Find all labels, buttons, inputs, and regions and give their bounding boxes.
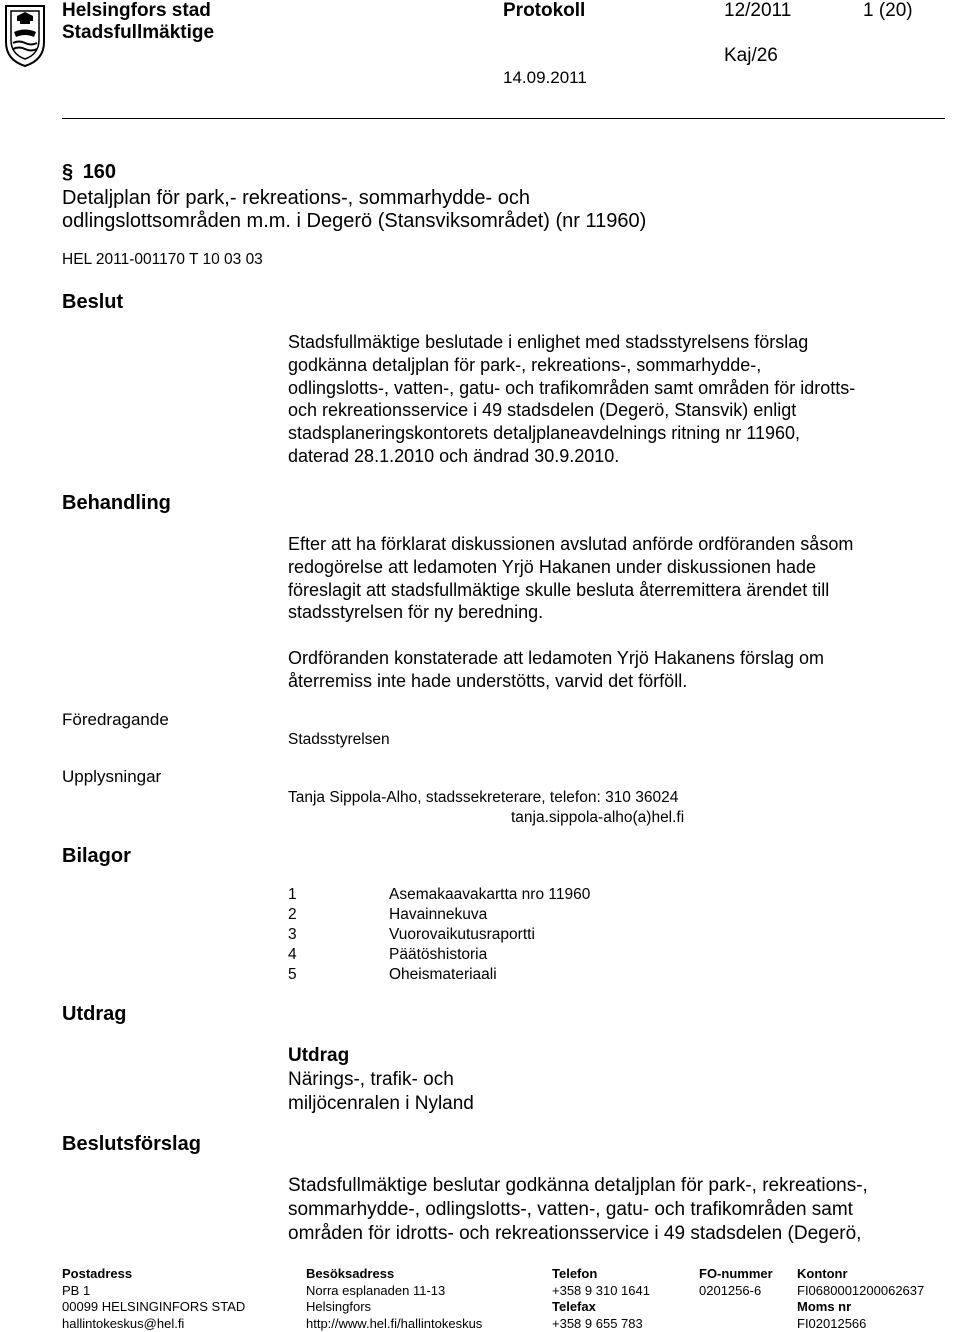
attachment-label: Asemakaavakartta nro 11960 <box>389 886 591 903</box>
attachment-number: 1 <box>288 886 297 903</box>
list-item <box>288 906 688 926</box>
label-utdrag: Utdrag <box>62 1003 127 1025</box>
text-line: Efter att ha förklarat diskussionen avslutad anförde ordföranden såsom <box>288 534 854 554</box>
doc-type: Protokoll <box>503 0 586 21</box>
beslutsforslag-text <box>288 1174 948 1246</box>
label-beslutsforslag: Beslutsförslag <box>62 1133 201 1155</box>
footer-line: 0201256-6 <box>699 1282 762 1298</box>
contact-email: tanja.sippola-alho(a)hel.fi <box>511 809 685 826</box>
behandling-paragraph-1 <box>288 533 938 624</box>
text-line: föreslagit att stadsfullmäktige skulle besluta återremittera ärendet till <box>288 579 830 600</box>
helsinki-crest-logo <box>3 2 47 68</box>
label-foredragande: Föredragande <box>62 710 169 729</box>
attachments-list <box>288 886 688 986</box>
text-line: redogörelse att ledamoten Yrjö Hakanen under diskussionen hade <box>288 556 817 577</box>
label-bilagor: Bilagor <box>62 845 131 867</box>
item-number: 160 <box>82 161 117 183</box>
list-item <box>288 886 688 906</box>
text-line: återremiss inte hade understötts, varvid det förföll. <box>288 670 688 691</box>
footer-heading: FO-nummer <box>699 1266 773 1281</box>
attachment-label: Päätöshistoria <box>389 946 488 963</box>
item-title-line: odlingslottsområden m.m. i Degerö (Stansviksområdet) (nr 11960) <box>62 210 647 232</box>
utdrag-recipient-line: Närings-, trafik- och <box>288 1069 454 1090</box>
label-behandling: Behandling <box>62 492 171 514</box>
list-item <box>288 926 688 946</box>
section-sign: § <box>62 161 74 183</box>
item-reference: HEL 2011-001170 T 10 03 03 <box>62 251 263 268</box>
page-number: 1 (20) <box>863 0 913 21</box>
attachment-number: 3 <box>288 926 297 943</box>
utdrag-recipient-line: miljöcenralen i Nyland <box>288 1093 474 1114</box>
protocol-number: 12/2011 <box>724 0 792 21</box>
footer-postal <box>62 1266 245 1332</box>
attachment-number: 2 <box>288 906 297 923</box>
meeting-date: 14.09.2011 <box>503 68 587 87</box>
footer-line: Helsingfors <box>306 1299 372 1314</box>
utdrag-heading: Utdrag <box>288 1045 350 1066</box>
utdrag-block <box>288 1044 474 1116</box>
text-line: områden för idrotts- och rekreationsservice i 49 stadsdelen (Degerö, <box>288 1223 862 1244</box>
item-marker <box>62 160 116 184</box>
org-name: Helsingfors stad <box>62 0 211 21</box>
footer-line: PB 1 <box>62 1282 91 1298</box>
text-line: Stadsfullmäktige beslutar godkänna detaljplan för park-, rekreations-, <box>288 1175 868 1196</box>
text-line: stadsplaneringskontorets detaljplaneavdelnings ritning nr 11960, <box>288 423 801 444</box>
item-title-line: Detaljplan för park,- rekreations-, sommarhydde- och <box>62 187 530 209</box>
beslut-text <box>288 331 938 468</box>
footer-account <box>797 1266 924 1332</box>
council-name: Stadsfullmäktige <box>62 22 215 43</box>
text-line: stadsstyrelsen för ny beredning. <box>288 602 544 623</box>
attachment-label: Havainnekuva <box>389 906 488 923</box>
footer-heading: Kontonr <box>797 1266 848 1281</box>
header-divider <box>62 118 945 119</box>
text-line: och rekreationsservice i 49 stadsdelen (Degerö, Stansvik) enligt <box>288 400 797 421</box>
case-number: Kaj/26 <box>724 45 778 66</box>
text-line: odlingslotts-, vatten-, gatu- och trafikområden samt områden för idrotts- <box>288 377 856 398</box>
footer-line: +358 9 310 1641 <box>552 1282 650 1298</box>
attachment-number: 5 <box>288 966 297 983</box>
item-title <box>62 187 942 233</box>
contact-line: Tanja Sippola-Alho, stadssekreterare, telefon: 310 36024 <box>288 789 679 806</box>
text-line: Stadsfullmäktige beslutade i enlighet med stadsstyrelsens förslag <box>288 332 809 352</box>
footer-phone <box>552 1266 650 1332</box>
footer-heading: Telefon <box>552 1266 598 1281</box>
footer-line: Norra esplanaden 11-13 <box>306 1282 446 1298</box>
attachment-number: 4 <box>288 946 297 963</box>
footer-business-id <box>699 1266 773 1299</box>
list-item <box>288 946 688 966</box>
footer-line: FI02012566 <box>797 1315 867 1331</box>
footer-heading: Postadress <box>62 1266 133 1281</box>
footer-line: +358 9 655 783 <box>552 1315 643 1331</box>
footer-line: 00099 HELSINGINFORS STAD <box>62 1299 246 1314</box>
text-line: daterad 28.1.2010 och ändrad 30.9.2010. <box>288 445 620 466</box>
footer-website: http://www.hel.fi/hallintokeskus <box>306 1315 483 1331</box>
attachment-label: Oheismateriaali <box>389 966 497 983</box>
footer-heading: Besöksadress <box>306 1266 395 1281</box>
attachment-label: Vuorovaikutusraportti <box>389 926 535 943</box>
footer-line: FI0680001200062637 <box>797 1282 925 1298</box>
footer-visiting <box>306 1266 482 1332</box>
label-upplysningar: Upplysningar <box>62 767 162 786</box>
text-line: godkänna detaljplan för park-, rekreations-, sommarhydde-, <box>288 354 762 375</box>
footer-heading: Moms nr <box>797 1299 852 1314</box>
list-item <box>288 966 688 986</box>
behandling-paragraph-2 <box>288 647 938 693</box>
foredragande-value: Stadsstyrelsen <box>288 731 390 748</box>
label-beslut: Beslut <box>62 291 124 313</box>
text-line: Ordföranden konstaterade att ledamoten Yrjö Hakanens förslag om <box>288 648 824 668</box>
text-line: sommarhydde-, odlingslotts-, vatten-, gatu- och trafikområden samt <box>288 1199 853 1220</box>
footer-email: hallintokeskus@hel.fi <box>62 1315 185 1331</box>
footer-heading: Telefax <box>552 1299 596 1314</box>
